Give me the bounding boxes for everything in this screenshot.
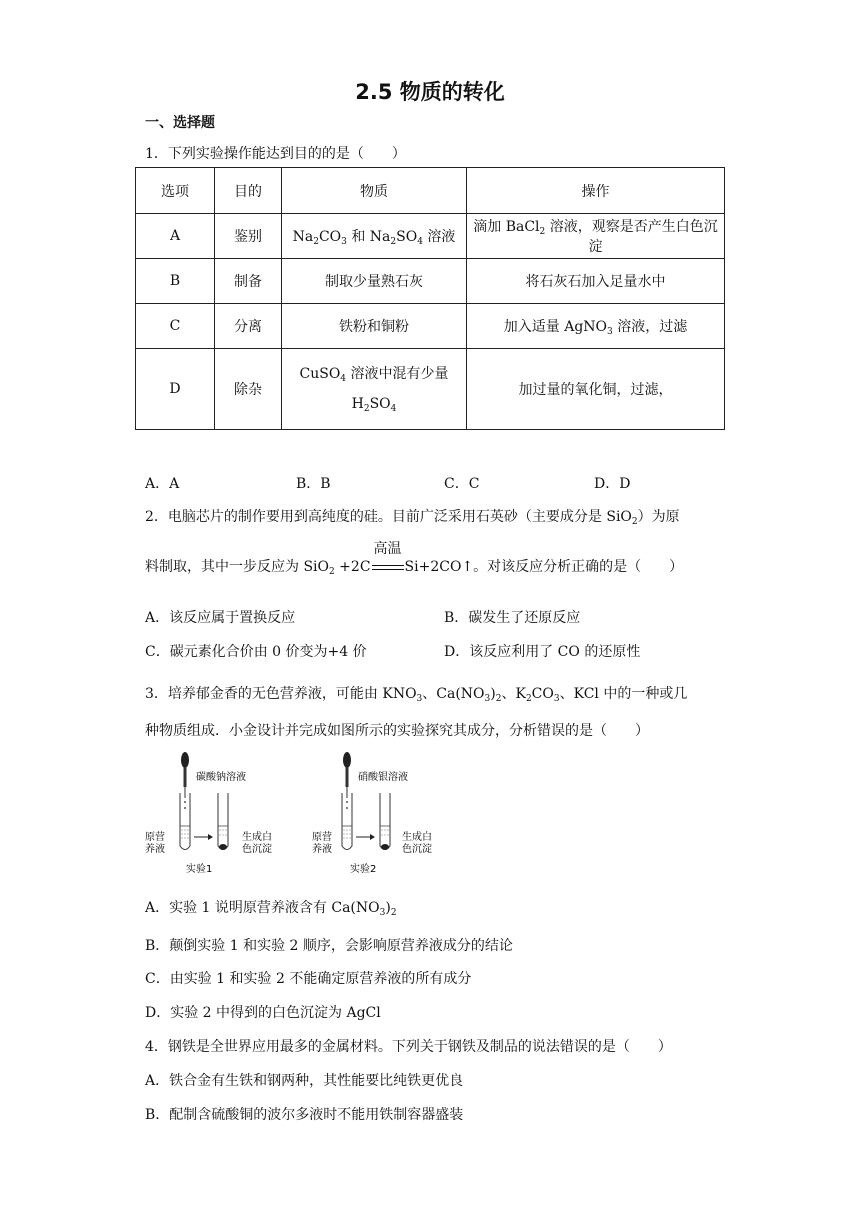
q4-stem: 4．钢铁是全世界应用最多的金属材料。下列关于钢铁及制品的说法错误的是（ ） <box>145 1039 672 1055</box>
q2-option-a: A．该反应属于置换反应 <box>145 610 296 626</box>
table-row <box>136 304 725 349</box>
q3-option-b: B．颠倒实验 1 和实验 2 顺序，会影响原营养液成分的结论 <box>145 938 513 954</box>
q1-option-c: C．C <box>444 476 480 492</box>
header-substance: 物质 <box>282 168 467 214</box>
q1-option-b: B．B <box>296 476 331 492</box>
q3-option-c: C．由实验 1 和实验 2 不能确定原营养液的所有成分 <box>145 971 472 987</box>
section-heading: 一、选择题 <box>145 115 215 131</box>
q3-option-a: A．实验 1 说明原营养液含有 $Ca(NO_3)_2$ <box>145 900 397 918</box>
q2-equation-left: 料制取，其中一步反应为 SiO$_2$ +2C <box>145 559 371 577</box>
experiment-2-apparatus <box>312 752 432 875</box>
cell-goal: 分离 <box>215 304 282 349</box>
q3-stem-line1: 3．培养郁金香的无色营养液，可能由 $KNO_3$、$Ca(NO_3)_2$、$K_2CO_3$、KCl 中的一种或几 <box>145 686 688 704</box>
table-row <box>136 259 725 304</box>
experiment-2-caption: 实验2 <box>350 864 377 875</box>
equals-sign <box>372 565 404 570</box>
q2-option-b: B．碳发生了还原反应 <box>444 610 581 626</box>
test-tube-icon <box>180 793 190 850</box>
page-title: 2.5 物质的转化 <box>355 80 505 104</box>
q4-option-b: B．配制含硫酸铜的波尔多液时不能用铁制容器盛装 <box>145 1107 464 1123</box>
source-label-1b: 养液 <box>145 844 165 855</box>
q2-option-d: D．该反应利用了 CO 的还原性 <box>444 644 641 660</box>
cell-goal: 除杂 <box>215 349 282 430</box>
cell-operation: 滴加 BaCl$_2$ 溶液，观察是否产生白色沉淀 <box>467 214 725 259</box>
cell-goal: 鉴别 <box>215 214 282 259</box>
table-header-row <box>136 168 725 214</box>
reaction-condition <box>372 541 404 574</box>
cell-operation: 加过量的氧化铜，过滤， <box>467 349 725 430</box>
cell-option: A <box>136 214 215 259</box>
table-row <box>136 349 725 430</box>
q2-option-c: C．碳元素化合价由 0 价变为+4 价 <box>145 644 367 660</box>
q1-table <box>135 167 725 430</box>
q1-stem: 1．下列实验操作能达到目的的是（ ） <box>145 146 406 162</box>
cell-operation: 加入适量 AgNO$_3$ 溶液，过滤 <box>467 304 725 349</box>
test-tube-precipitate-icon <box>218 793 228 850</box>
experiment-1-caption: 实验1 <box>186 864 213 875</box>
reagent-label-1: 碳酸钠溶液 <box>196 772 246 783</box>
dropper-icon <box>343 752 351 798</box>
q4-option-a: A．铁合金有生铁和钢两种，其性能要比纯铁更优良 <box>145 1073 464 1089</box>
cell-goal: 制备 <box>215 259 282 304</box>
dropper-icon <box>181 752 189 798</box>
cell-substance: 制取少量熟石灰 <box>282 259 467 304</box>
source-label-2a: 原营 <box>312 832 332 843</box>
q2-equation-right: Si+2CO↑。对该反应分析正确的是（ ） <box>404 559 684 575</box>
arrow-icon <box>194 834 213 840</box>
header-option: 选项 <box>136 168 215 214</box>
cell-substance: CuSO$_4$ 溶液中混有少量 $H_2SO_4$ <box>282 349 467 430</box>
source-label-2b: 养液 <box>312 844 332 855</box>
experiment-figure <box>140 750 460 880</box>
result-label-2a: 生成白 <box>402 832 432 843</box>
condition-label: 高温 <box>373 541 402 557</box>
reagent-label-2: 硝酸银溶液 <box>358 772 408 783</box>
result-label-1a: 生成白 <box>242 832 272 843</box>
result-label-1b: 色沉淀 <box>242 844 272 855</box>
q1-option-a: A．A <box>145 476 180 492</box>
header-operation: 操作 <box>467 168 725 214</box>
q1-option-d: D．D <box>594 476 631 492</box>
test-tube-precipitate-icon <box>380 793 390 850</box>
q3-option-d: D．实验 2 中得到的白色沉淀为 AgCl <box>145 1005 381 1021</box>
test-tube-icon <box>342 793 352 850</box>
result-label-2b: 色沉淀 <box>402 844 432 855</box>
table-row <box>136 214 725 259</box>
header-goal: 目的 <box>215 168 282 214</box>
cell-substance: 铁粉和铜粉 <box>282 304 467 349</box>
cell-operation: 将石灰石加入足量水中 <box>467 259 725 304</box>
cell-option: B <box>136 259 215 304</box>
q2-stem-line2 <box>145 541 684 577</box>
q2-stem-line1: 2．电脑芯片的制作要用到高纯度的硅。目前广泛采用石英砂（主要成分是 SiO$_2$）为原 <box>145 509 680 527</box>
q3-stem-line2: 种物质组成．小金设计并完成如图所示的实验探究其成分，分析错误的是（ ） <box>145 723 649 739</box>
cell-substance: $Na_2CO_3$ 和 $Na_2SO_4$ 溶液 <box>282 214 467 259</box>
arrow-icon <box>356 834 375 840</box>
source-label-1a: 原营 <box>145 832 165 843</box>
experiment-1-apparatus <box>145 752 272 875</box>
cell-option: C <box>136 304 215 349</box>
cell-option: D <box>136 349 215 430</box>
